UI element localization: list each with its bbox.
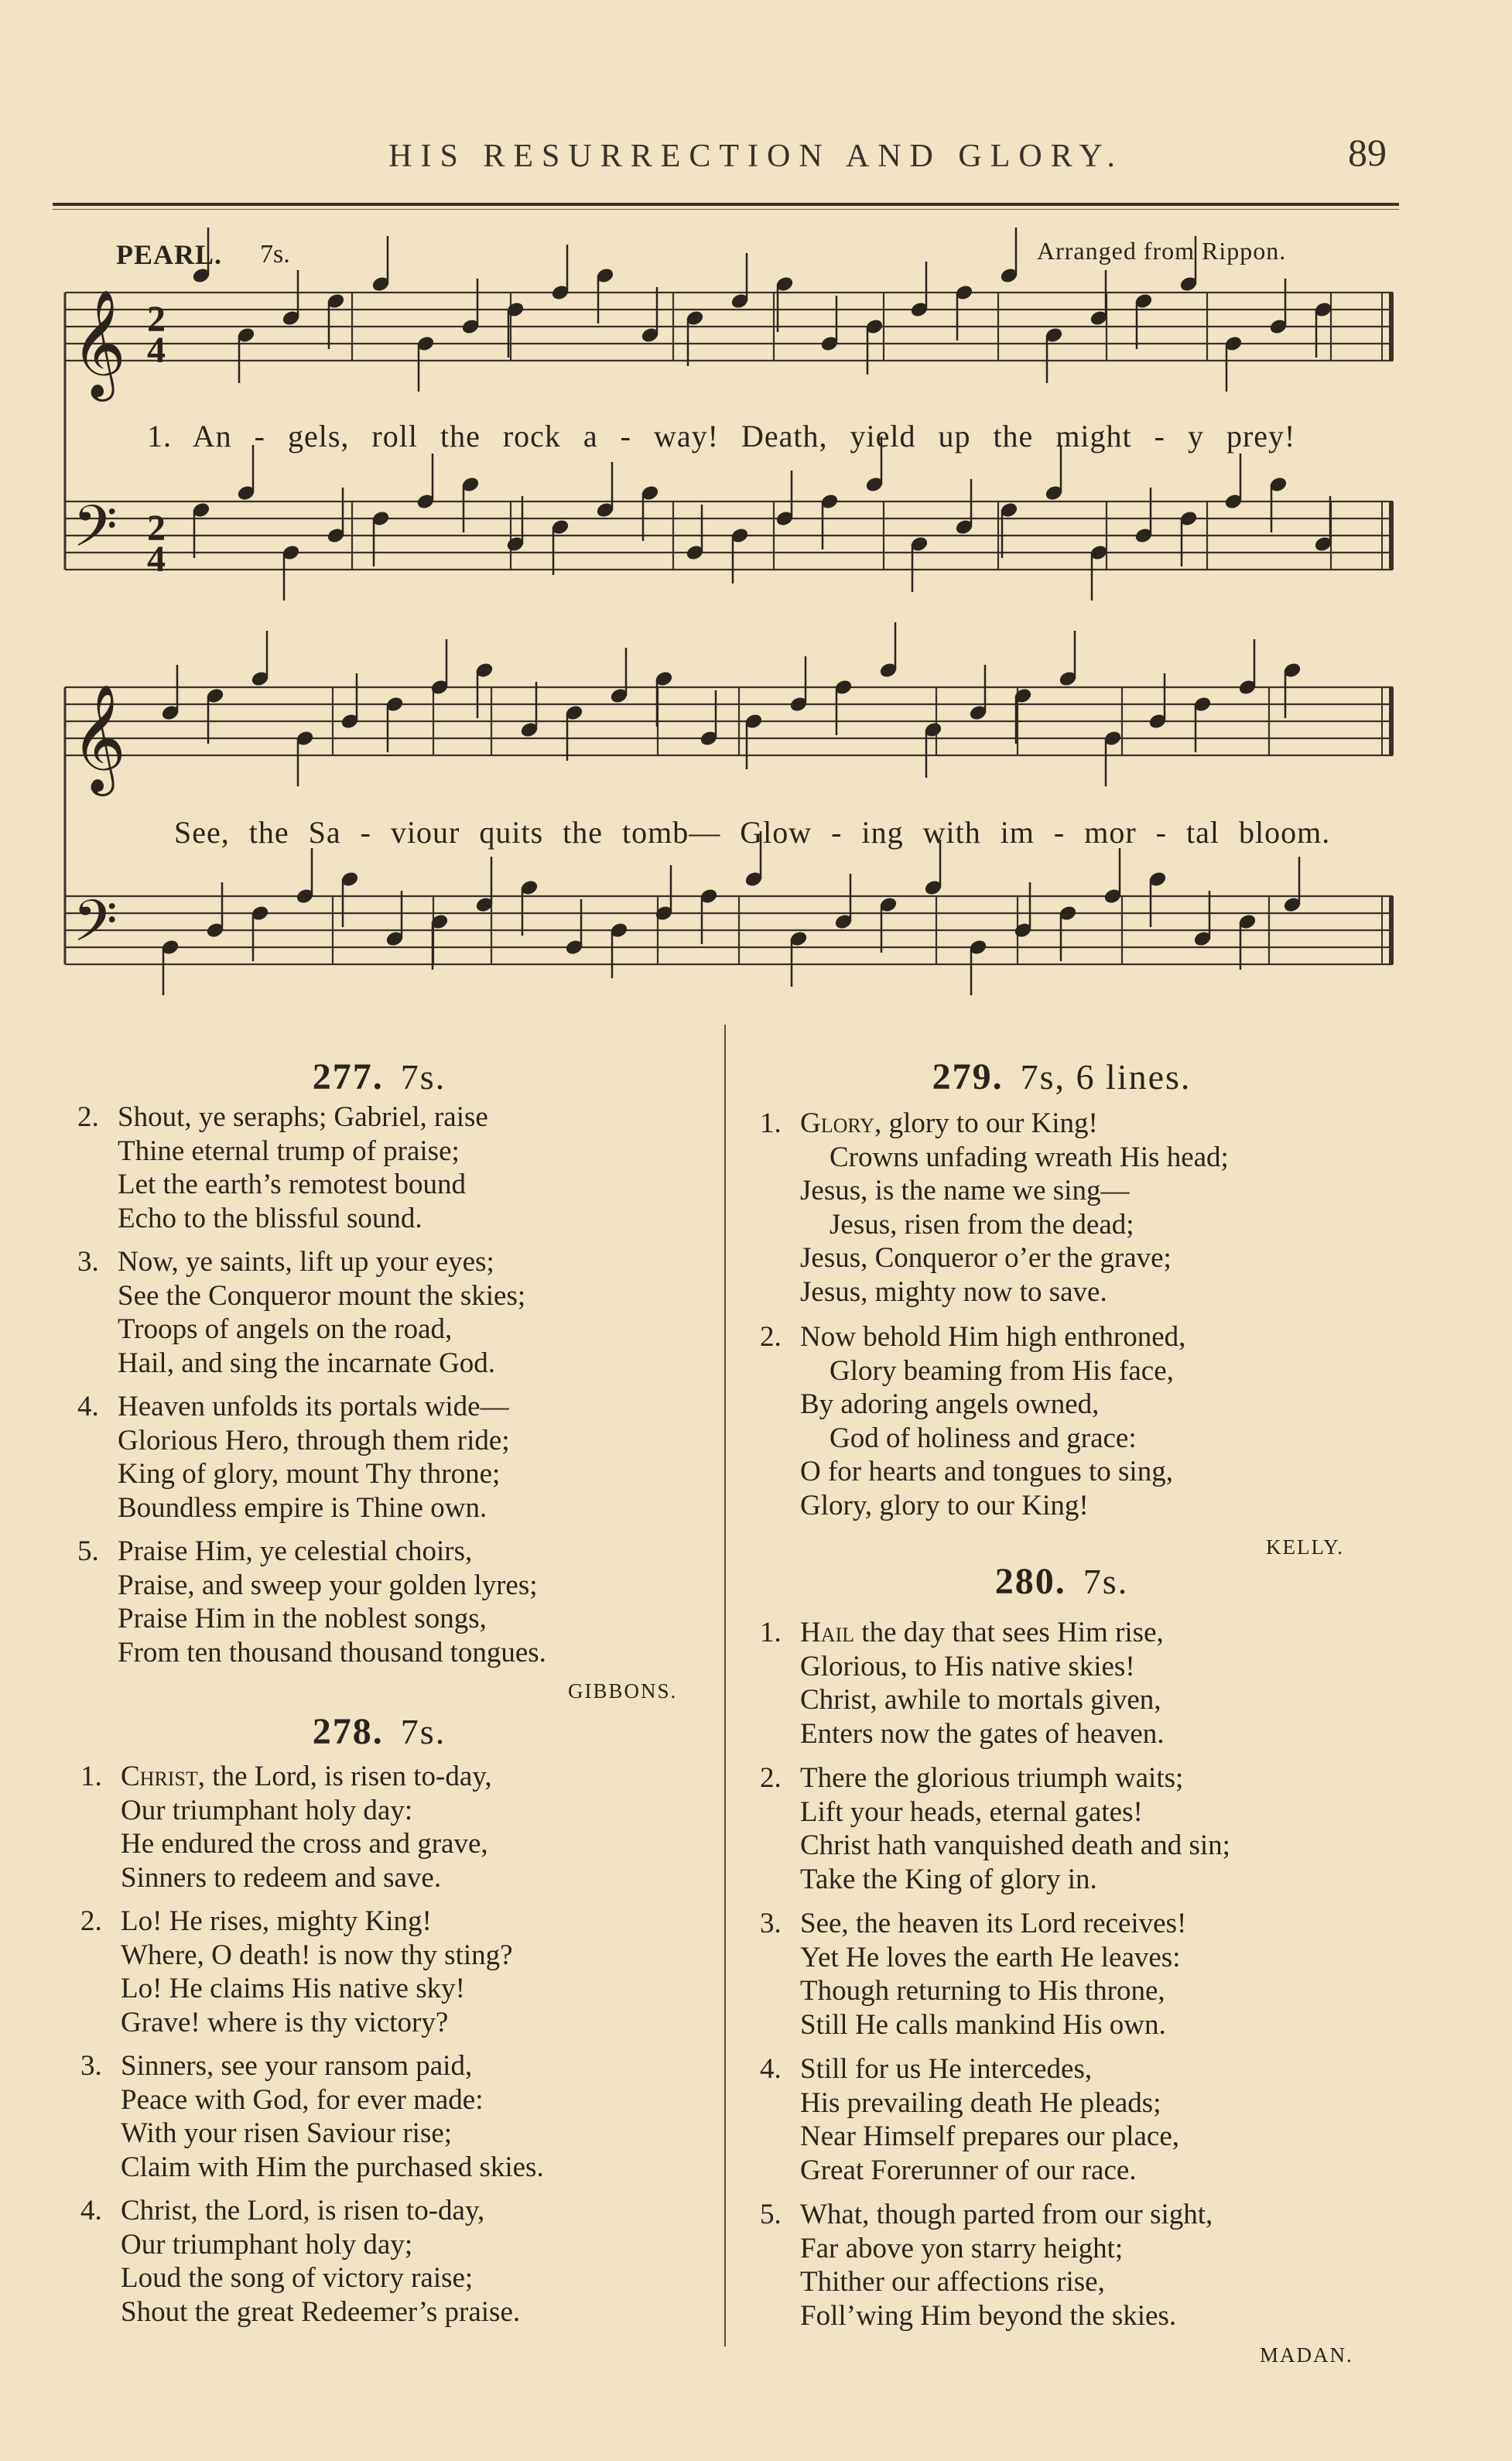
- verse-line: Praise Him, ye celestial choirs,: [118, 1535, 473, 1567]
- verse-line: Thine eternal trump of praise;: [118, 1135, 460, 1167]
- hymn-277-verse-4: [77, 1390, 510, 1525]
- hymn-278-verse-1: [80, 1760, 492, 1895]
- hymn-278-verse-2: [80, 1905, 513, 2039]
- verse-line: Jesus, Conqueror o’er the grave;: [800, 1242, 1172, 1274]
- verse-line: Shout, ye seraphs; Gabriel, raise: [118, 1101, 488, 1133]
- verse-line: Loud the song of victory raise;: [121, 2262, 474, 2294]
- verse-line: Lo! He claims His native sky!: [121, 1973, 465, 2004]
- verse-line: the Lord, is risen to-day,: [205, 1761, 492, 1792]
- verse-line: Praise Him in the noblest songs,: [118, 1603, 487, 1634]
- verse-lead-word: Hail: [800, 1617, 855, 1648]
- verse-number: 2.: [760, 1321, 782, 1353]
- hymn-279-author: KELLY.: [1266, 1535, 1345, 1559]
- note-heads: [161, 228, 1332, 995]
- hymn-277-verse-5: [77, 1535, 546, 1669]
- verse-line: Jesus, risen from the dead;: [830, 1208, 1134, 1241]
- verse-number: 4.: [760, 2053, 782, 2085]
- tune-arrangement: Arranged from Rippon.: [1037, 237, 1287, 265]
- hymn-278-verse-3: [80, 2049, 544, 2184]
- verse-line: glory to our King!: [881, 1107, 1098, 1139]
- verse-line: Jesus, mighty now to save.: [800, 1275, 1107, 1308]
- verse-line: By adoring angels owned,: [800, 1388, 1100, 1420]
- verse-number: 1.: [760, 1617, 782, 1648]
- verse-line: Now behold Him high enthroned,: [800, 1321, 1186, 1353]
- verse-line: Christ hath vanquished death and sin;: [800, 1829, 1230, 1861]
- verse-line: Sinners to redeem and save.: [121, 1861, 442, 1894]
- verse-line: Though returning to His throne,: [800, 1975, 1165, 2007]
- hymn-number: 277.: [312, 1056, 384, 1097]
- verse-lead-word: Christ,: [121, 1761, 206, 1792]
- hymn-278-verse-4: [80, 2194, 521, 2329]
- verse-number: 1.: [760, 1107, 782, 1139]
- verse-lead-word: Glory,: [800, 1107, 882, 1139]
- hymn-number: 280.: [994, 1561, 1066, 1602]
- bass-clef: 𝄢: [73, 493, 118, 574]
- verse-line: God of holiness and grace:: [830, 1422, 1137, 1454]
- time-signature-top-bass: 2: [147, 508, 166, 549]
- verse-line: Claim with Him the purchased skies.: [121, 2151, 544, 2183]
- hymn-279-verse-2: [760, 1320, 1186, 1522]
- verse-line: There the glorious triumph waits;: [800, 1762, 1184, 1794]
- running-head: HIS RESURRECTION AND GLORY.: [388, 139, 1124, 174]
- column-divider: [724, 1025, 726, 2346]
- hymn-number: 278.: [312, 1711, 384, 1752]
- hymn-title-279: [791, 1056, 1332, 1098]
- verse-line: Glory, glory to our King!: [800, 1489, 1089, 1521]
- verse-line: Christ, awhile to mortals given,: [800, 1684, 1161, 1716]
- verse-line: His prevailing death He pleads;: [800, 2086, 1161, 2119]
- verse-line: Hail, and sing the incarnate God.: [118, 1347, 496, 1379]
- time-signature-top-treble: 2: [147, 299, 166, 340]
- hymn-277-verse-3: [77, 1245, 526, 1380]
- verse-line: Lift your heads, eternal gates!: [800, 1795, 1143, 1828]
- verse-number: 2.: [77, 1101, 99, 1133]
- hymn-279-verse-1: [760, 1107, 1229, 1309]
- verse-line: Boundless empire is Thine own.: [118, 1491, 487, 1524]
- verse-line: Peace with God, for ever made:: [121, 2083, 484, 2116]
- hymn-meter: 7s, 6 lines.: [1020, 1057, 1192, 1097]
- verse-line: the day that sees Him rise,: [854, 1617, 1164, 1648]
- hymn-280-verse-4: [760, 2052, 1180, 2187]
- bar-lines: [65, 293, 1391, 964]
- music-score: [0, 0, 1512, 1006]
- verse-line: Glorious, to His native skies!: [800, 1650, 1135, 1682]
- clefs: [71, 289, 126, 969]
- verse-number: 1.: [80, 1761, 102, 1792]
- hymn-280-verse-5: [760, 2198, 1213, 2333]
- verse-line: Troops of angels on the road,: [118, 1313, 453, 1345]
- verse-line: Foll’wing Him beyond the skies.: [800, 2299, 1177, 2332]
- verse-line: Take the King of glory in.: [800, 1863, 1097, 1895]
- verse-line: From ten thousand thousand tongues.: [118, 1636, 546, 1669]
- bass-clef: 𝄢: [73, 888, 118, 969]
- verse-number: 3.: [77, 1246, 99, 1278]
- verse-line: Near Himself prepares our place,: [800, 2120, 1180, 2152]
- verse-line: Praise, and sweep your golden lyres;: [118, 1569, 538, 1601]
- verse-line: Grave! where is thy victory?: [121, 2006, 449, 2038]
- page-number: 89: [1348, 131, 1387, 174]
- hymn-280-author: MADAN.: [1260, 2343, 1353, 2367]
- verse-line: Yet He loves the earth He leaves:: [800, 1941, 1181, 1973]
- verse-number: 3.: [760, 1908, 782, 1939]
- hymn-meter: 7s.: [1083, 1562, 1129, 1601]
- time-signature-bottom-bass: 4: [147, 539, 166, 580]
- verse-line: Jesus, is the name we sing—: [800, 1175, 1130, 1207]
- hymn-meter: 7s.: [400, 1057, 446, 1097]
- verse-line: Echo to the blissful sound.: [118, 1202, 422, 1234]
- verse-line: With your risen Saviour rise;: [121, 2117, 453, 2149]
- hymn-280-verse-2: [760, 1761, 1230, 1896]
- verse-number: 2.: [760, 1762, 782, 1794]
- verse-number: 2.: [80, 1905, 102, 1937]
- verse-number: 4.: [80, 2195, 102, 2227]
- hymn-280-verse-1: [760, 1616, 1165, 1751]
- verse-line: Glorious Hero, through them ride;: [118, 1424, 510, 1456]
- verse-number: 3.: [80, 2050, 102, 2082]
- hymn-280-verse-3: [760, 1907, 1187, 2042]
- staff-lines: [65, 293, 1393, 964]
- verse-line: King of glory, mount Thy throne;: [118, 1458, 501, 1490]
- verse-line: Great Forerunner of our race.: [800, 2154, 1137, 2186]
- tune-name: PEARL.: [116, 239, 223, 270]
- verse-line: Heaven unfolds its portals wide—: [118, 1391, 509, 1422]
- treble-clef: 𝄞: [71, 289, 126, 397]
- verse-line: Our triumphant holy day:: [121, 1794, 413, 1826]
- hymn-title-280: [791, 1560, 1332, 1603]
- hymn-title-277: [108, 1056, 650, 1098]
- verse-line: Where, O death! is now thy sting?: [121, 1939, 513, 1971]
- hymn-title-278: [108, 1710, 650, 1753]
- verse-line: Shout the great Redeemer’s praise.: [121, 2295, 521, 2328]
- verse-line: Now, ye saints, lift up your eyes;: [118, 1246, 494, 1278]
- verse-line: O for hearts and tongues to sing,: [800, 1456, 1173, 1487]
- verse-line: Glory beaming from His face,: [830, 1354, 1174, 1387]
- verse-line: Lo! He rises, mighty King!: [121, 1905, 432, 1937]
- verse-line: Enters now the gates of heaven.: [800, 1717, 1165, 1750]
- verse-line: Let the earth’s remotest bound: [118, 1169, 467, 1200]
- verse-number: 5.: [77, 1535, 99, 1567]
- verse-line: Still He calls mankind His own.: [800, 2008, 1166, 2041]
- verse-line: Far above yon starry height;: [800, 2232, 1124, 2264]
- hymn-277-author: GIBBONS.: [568, 1679, 678, 1703]
- verse-number: 5.: [760, 2199, 782, 2230]
- verse-line: Our triumphant holy day;: [121, 2228, 413, 2261]
- verse-number: 4.: [77, 1391, 99, 1422]
- verse-line: Christ, the Lord, is risen to-day,: [121, 2195, 485, 2227]
- verse-line: Sinners, see your ransom paid,: [121, 2050, 473, 2082]
- tune-meter: 7s.: [260, 240, 290, 269]
- time-signature-bottom-treble: 4: [147, 330, 166, 371]
- verse-line: What, though parted from our sight,: [800, 2199, 1213, 2230]
- verse-line: See, the heaven its Lord receives!: [800, 1908, 1187, 1939]
- hymn-277-verse-2: [77, 1100, 488, 1235]
- verse-line: See the Conqueror mount the skies;: [118, 1279, 526, 1312]
- verse-line: Still for us He intercedes,: [800, 2053, 1093, 2085]
- verse-line: He endured the cross and grave,: [121, 1828, 488, 1860]
- verse-line: Crowns unfading wreath His head;: [830, 1141, 1229, 1173]
- hymn-number: 279.: [932, 1056, 1004, 1097]
- lyric-line-1: 1. An - gels, roll the rock a - way! Death, yield up the might - y prey!: [147, 419, 1296, 454]
- lyric-line-2: See, the Sa - viour quits the tomb— Glow - ing with im - mor - tal bloom.: [174, 815, 1331, 850]
- verse-line: Thither our affections rise,: [800, 2266, 1105, 2298]
- treble-clef: 𝄞: [71, 684, 126, 792]
- hymn-meter: 7s.: [400, 1712, 446, 1751]
